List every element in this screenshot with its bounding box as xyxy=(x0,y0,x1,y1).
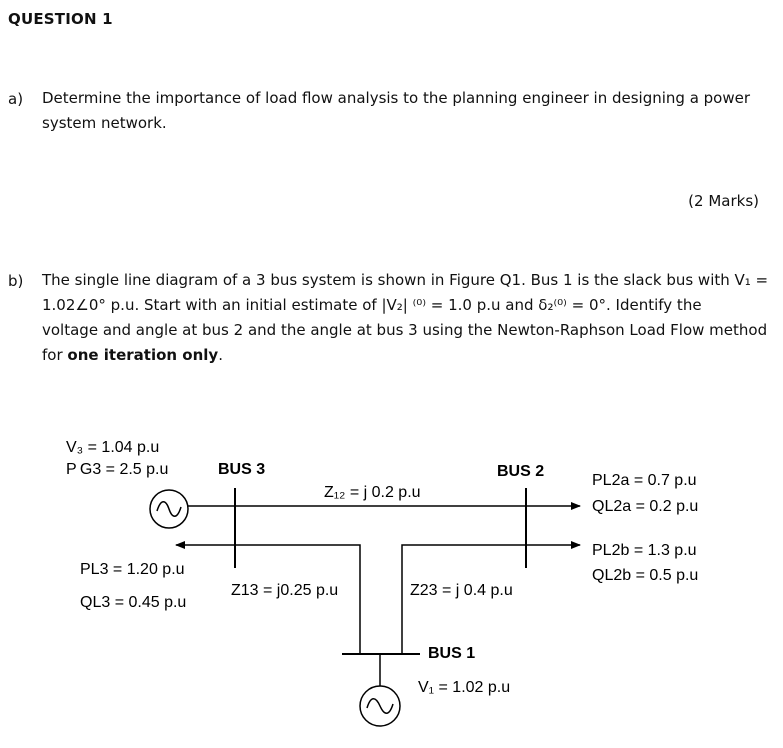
part-a-label: a) xyxy=(8,90,24,108)
part-b-line-4-pre: for xyxy=(42,346,68,364)
generator-3-wave-icon xyxy=(157,502,181,517)
part-b-label: b) xyxy=(8,272,24,290)
part-b-line-1: The single line diagram of a 3 bus system is shown in Figure Q1. Bus 1 is the slack bus with V₁ = xyxy=(42,271,769,289)
pl3-label: PL3 = 1.20 p.u xyxy=(80,561,185,578)
v3-label: V₃ = 1.04 p.u xyxy=(66,439,160,456)
part-b-emphasis: one iteration only xyxy=(67,346,219,364)
z13-label: Z13 = j0.25 p.u xyxy=(231,582,339,599)
z12-label: Z₁₂ = j 0.2 p.u xyxy=(324,484,421,501)
ql2a-label: QL2a = 0.2 p.u xyxy=(592,498,699,515)
ql2b-label: QL2b = 0.5 p.u xyxy=(592,567,699,584)
v1-label: V₁ = 1.02 p.u xyxy=(418,679,511,696)
bus-2-label: BUS 2 xyxy=(497,463,545,480)
line-bus2-bus1 xyxy=(402,545,526,654)
part-a-line-1: Determine the importance of load flow analysis to the planning engineer in designing a power xyxy=(42,89,751,107)
part-b-line-3: voltage and angle at bus 2 and the angle at bus 3 using the Newton-Raphson Load Flow method xyxy=(42,321,768,339)
part-a-line-2: system network. xyxy=(42,114,167,132)
pl2a-label: PL2a = 0.7 p.u xyxy=(592,472,697,489)
generator-1-wave-icon xyxy=(367,699,393,714)
pg3-label: P G3 = 2.5 p.u xyxy=(66,461,169,478)
bus-1-label: BUS 1 xyxy=(428,645,476,662)
ql3-label: QL3 = 0.45 p.u xyxy=(80,594,187,611)
line-bus3-bus1 xyxy=(235,545,360,654)
question-title: QUESTION 1 xyxy=(8,10,113,28)
part-a-marks: (2 Marks) xyxy=(688,192,759,210)
pl2b-label: PL2b = 1.3 p.u xyxy=(592,542,697,559)
bus-3-label: BUS 3 xyxy=(218,461,266,478)
part-b-line-2: 1.02∠0° p.u. Start with an initial estimate of |V₂| ⁽⁰⁾ = 1.0 p.u and δ₂⁽⁰⁾ = 0°. Identify the xyxy=(42,296,702,314)
part-b-line-4-post: . xyxy=(218,346,223,364)
z23-label: Z23 = j 0.4 p.u xyxy=(410,582,513,599)
